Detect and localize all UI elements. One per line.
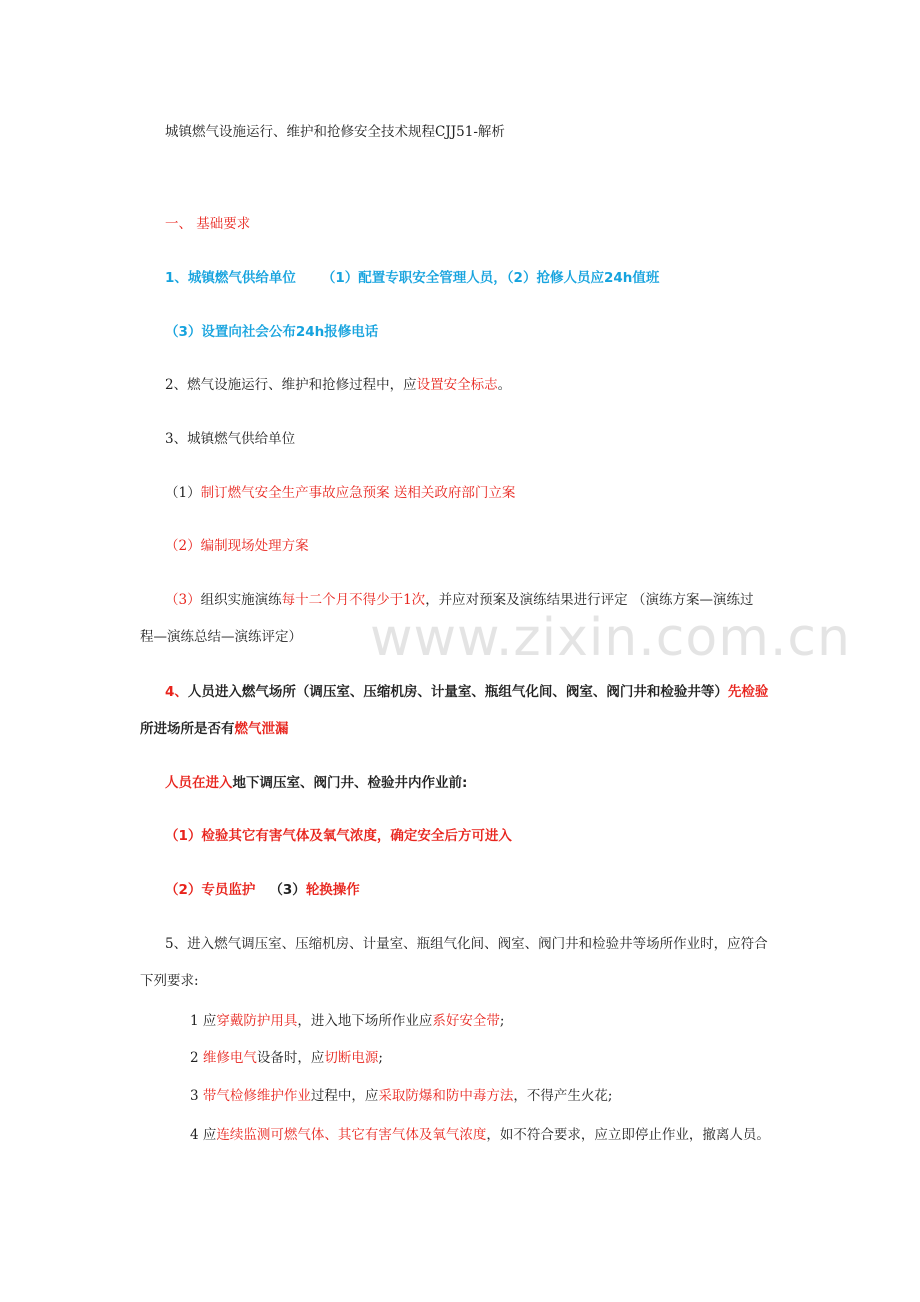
item3-p3-b: 组织实施演练 — [200, 592, 282, 608]
section-heading: 一、 基础要求 — [165, 216, 251, 232]
req4-c: ，如不符合要求，应立即停止作业，撤离人员。 — [486, 1127, 770, 1143]
item4-line2 — [140, 719, 289, 739]
item3-p3-num: （3） — [165, 592, 201, 608]
item4-s1: （1）检验其它有害气体及氧气浓度，确定安全后方可进入 — [165, 828, 512, 844]
item2-red: 设置安全标志 — [416, 377, 498, 393]
req3-e: ，不得产生火花; — [513, 1088, 613, 1104]
item4-line2-a: 所进场所是否有 — [140, 721, 235, 737]
item1-a: （1）配置专职安全管理人员，（2）抢修人员应24h值班 — [321, 270, 660, 286]
watermark: www.zixin.com.cn — [370, 608, 851, 668]
item4-enter-rest: 地下调压室、阀门井、检验井内作业前: — [232, 775, 468, 791]
item4-s2s3 — [165, 880, 360, 900]
req1-a: 1 应 — [190, 1013, 217, 1029]
item3-lead: 3、城镇燃气供给单位 — [165, 431, 296, 447]
item3-p3-d: ，并应对预案及演练结果进行评定 （演练方案—演练过 — [425, 592, 754, 608]
req4-a: 4 应 — [190, 1127, 217, 1143]
item4-s3-text: 轮换操作 — [305, 882, 360, 898]
item4-s2: （2）专员监护 — [165, 882, 256, 898]
item5-req2 — [190, 1048, 383, 1068]
item3-p1-text: 制订燃气安全生产事故应急预案 送相关政府部门立案 — [200, 485, 516, 501]
req4-b: 连续监测可燃气体、其它有害气体及氧气浓度 — [216, 1127, 487, 1143]
item5-req4 — [190, 1125, 770, 1145]
req3-b: 带气检修维护作业 — [202, 1088, 311, 1104]
req2-b: 维修电气 — [202, 1050, 257, 1066]
req1-e: ; — [499, 1013, 505, 1029]
item5-line1: 5、进入燃气调压室、压缩机房、计量室、瓶组气化间、阀室、阀门井和检验井等场所作业时，应符合 — [165, 936, 768, 952]
req3-a: 3 — [190, 1088, 203, 1104]
item3-p3-red: 每十二个月不得少于1次 — [281, 592, 426, 608]
item2-post: 。 — [497, 377, 512, 393]
item4-num: 4、 — [165, 684, 188, 700]
req2-d: 切断电源 — [324, 1050, 379, 1066]
req3-d: 采取防爆和防中毒方法 — [378, 1088, 514, 1104]
item5-line2: 下列要求: — [140, 973, 199, 989]
req1-c: ，进入地下场所作业应 — [297, 1013, 433, 1029]
item3-p3 — [165, 590, 753, 610]
req1-d: 系好安全带 — [432, 1013, 500, 1029]
item1-line1 — [165, 268, 659, 288]
item2-line — [165, 375, 511, 395]
item4-line1 — [165, 682, 768, 702]
req1-b: 穿戴防护用具 — [216, 1013, 298, 1029]
item4-enter — [165, 773, 467, 793]
item3-p3-cont: 程—演练总结—演练评定） — [140, 629, 302, 645]
item1-lead: 1、城镇燃气供给单位 — [165, 270, 296, 286]
item4-s3-num: （3） — [269, 882, 306, 898]
item3-p2: （2）编制现场处理方案 — [165, 538, 309, 554]
req3-c: 过程中，应 — [310, 1088, 379, 1104]
req2-c: 设备时，应 — [256, 1050, 325, 1066]
req2-a: 2 — [190, 1050, 203, 1066]
doc-title: 城镇燃气设施运行、维护和抢修安全技术规程CJJ51-解析 — [165, 124, 505, 140]
item3-p1 — [165, 483, 515, 503]
item4-line2-b: 燃气泄漏 — [234, 721, 289, 737]
item4-text: 人员进入燃气场所（调压室、压缩机房、计量室、瓶组气化间、阀室、阀门井和检验井等） — [187, 684, 728, 700]
item2-pre: 2、燃气设施运行、维护和抢修过程中，应 — [165, 377, 417, 393]
item1-b: （3）设置向社会公布24h报修电话 — [165, 324, 379, 340]
item3-p1-num: （1） — [165, 485, 201, 501]
item4-red: 先检验 — [727, 684, 769, 700]
item5-req1 — [190, 1011, 504, 1031]
req2-e: ; — [378, 1050, 383, 1066]
item5-req3 — [190, 1086, 612, 1106]
item4-enter-red: 人员在进入 — [165, 775, 233, 791]
